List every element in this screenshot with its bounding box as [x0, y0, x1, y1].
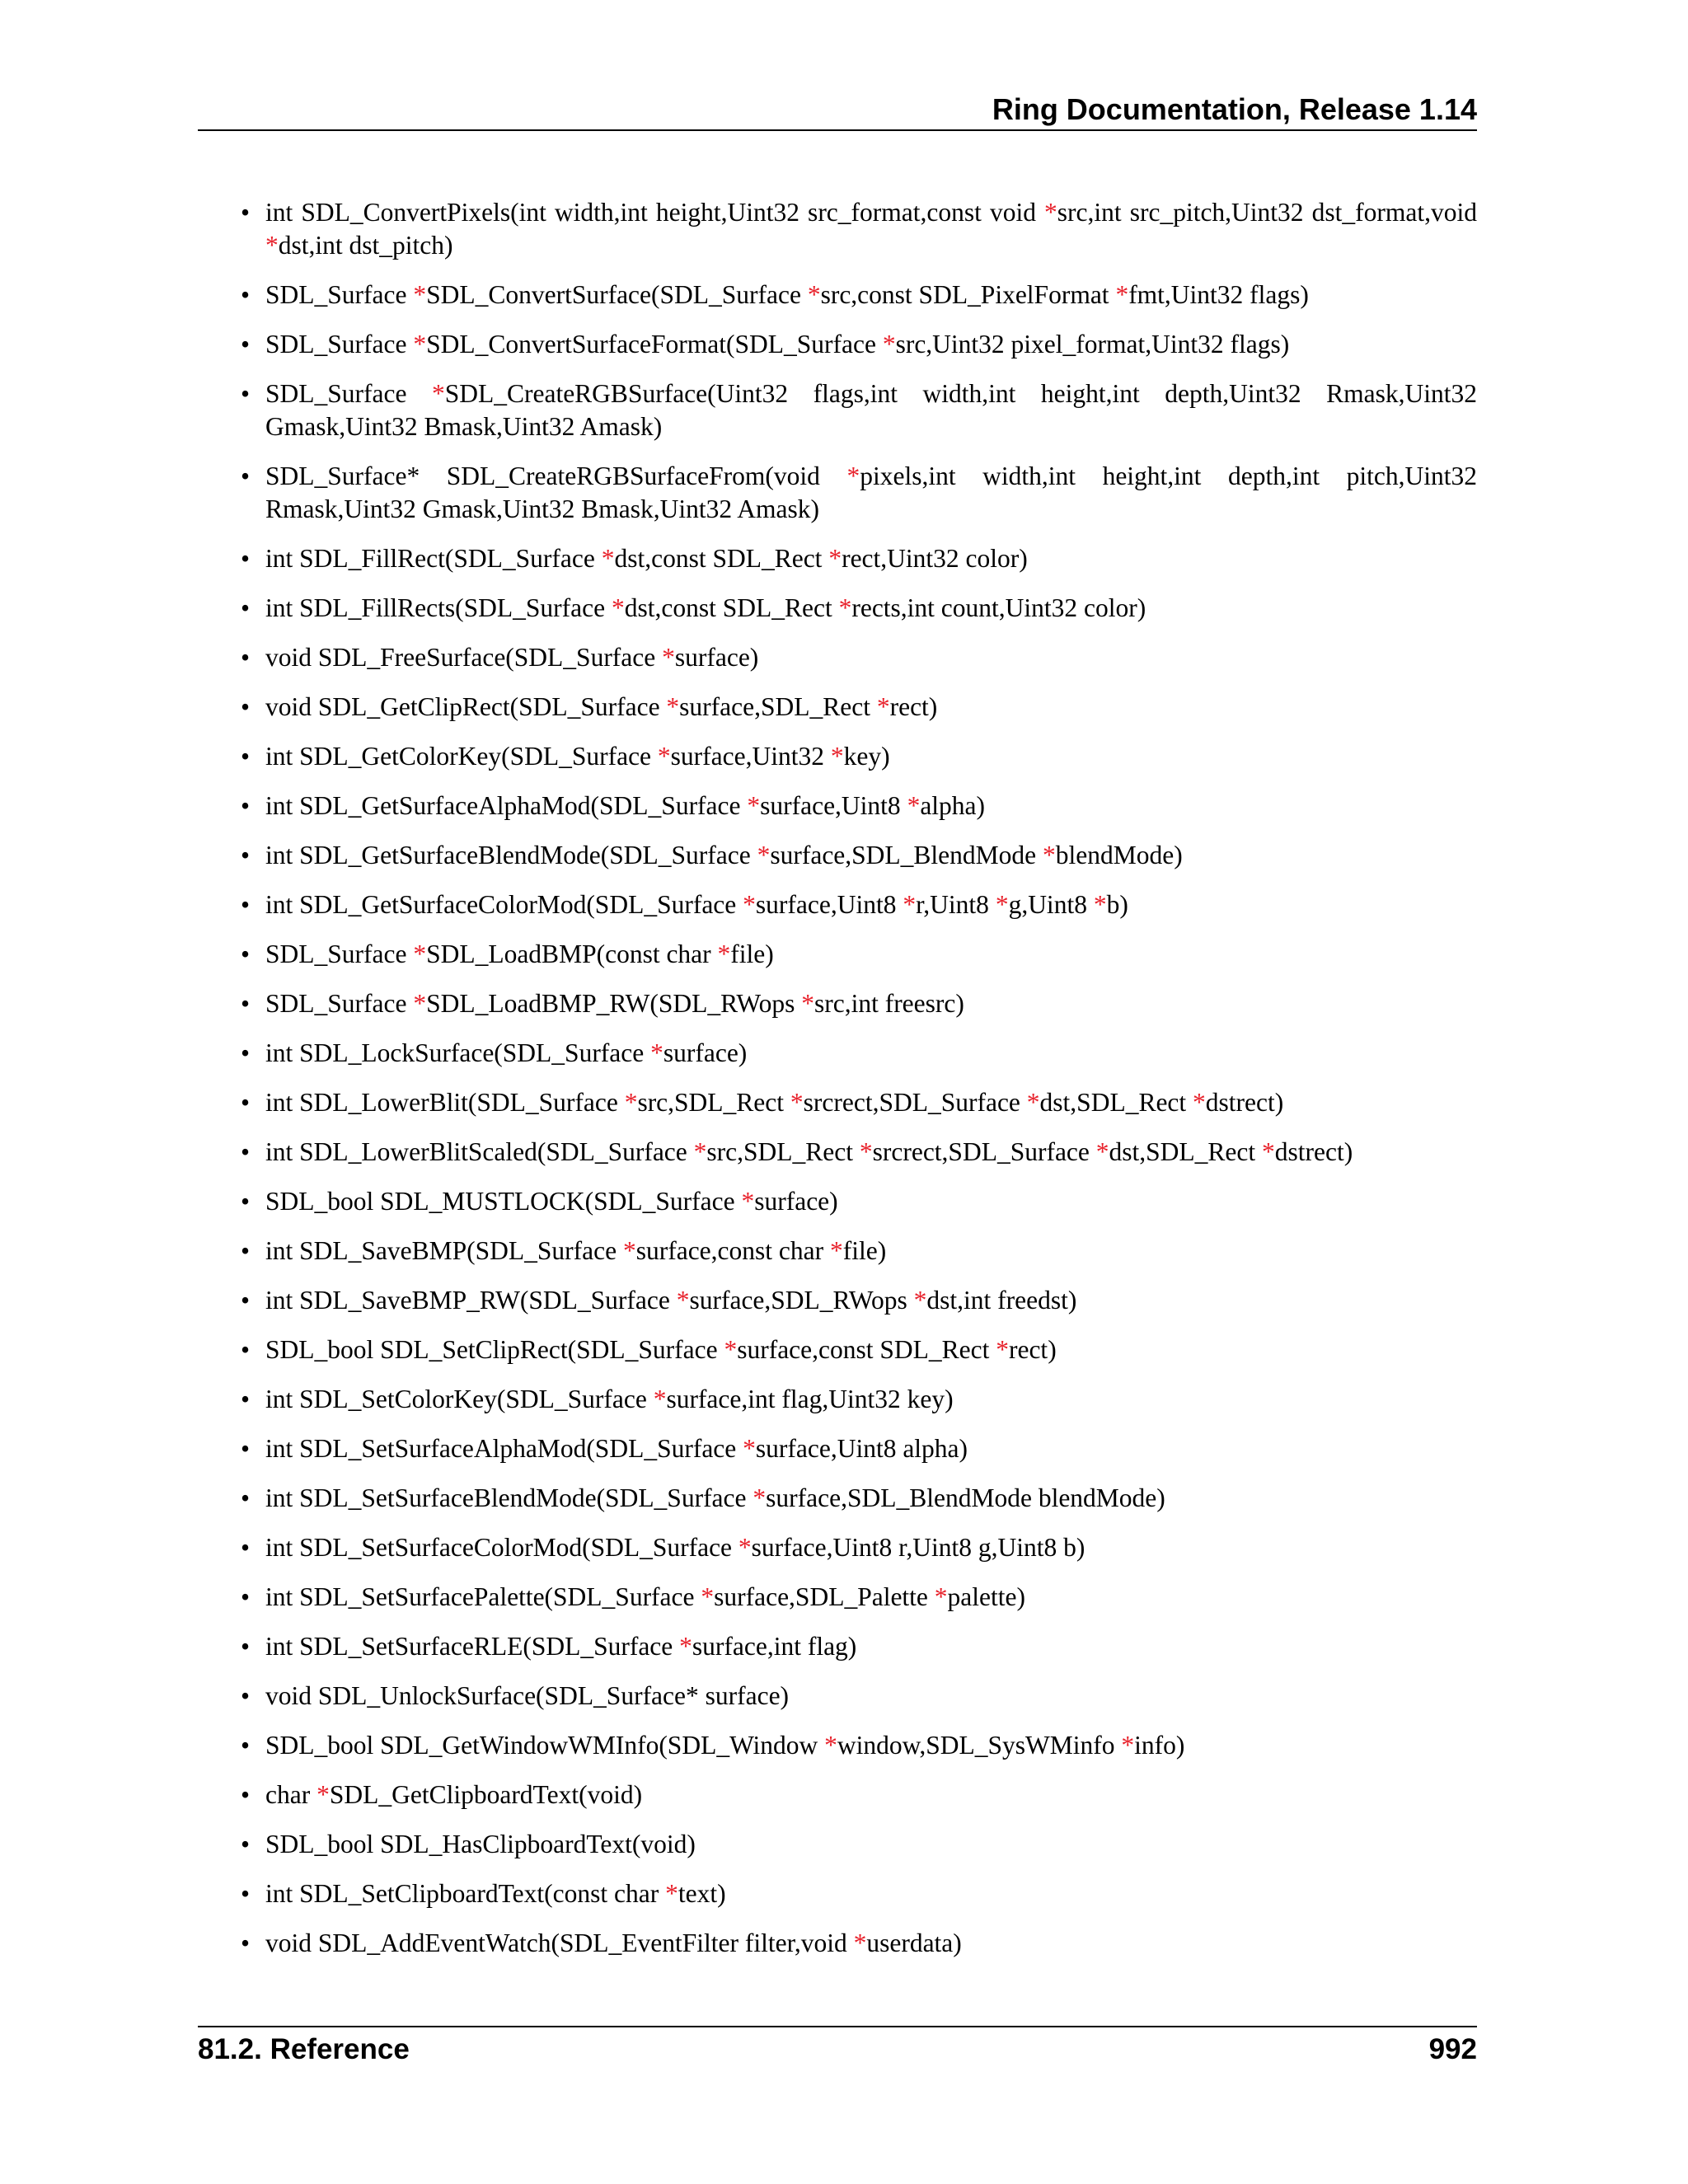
page-header-title: Ring Documentation, Release 1.14 — [992, 92, 1477, 126]
function-signature-item — [241, 888, 1477, 921]
signature-text: SDL_LoadBMP_RW(SDL_RWops — [426, 989, 802, 1018]
signature-text: src,Uint32 pixel_format,Uint32 flags) — [895, 330, 1290, 359]
signature-text: SDL_bool SDL_HasClipboardText(void) — [265, 1830, 696, 1858]
signature-text: dst,const SDL_Rect — [614, 544, 829, 573]
pointer-star: * — [790, 1088, 804, 1117]
function-signature-item — [241, 1531, 1477, 1564]
signature-text: SDL_bool SDL_GetWindowWMInfo(SDL_Window — [265, 1731, 825, 1760]
pointer-star: * — [413, 330, 427, 359]
bullet-icon: • — [241, 1879, 251, 1908]
signature-text: int SDL_GetSurfaceBlendMode(SDL_Surface — [265, 841, 757, 869]
footer-rule — [198, 2026, 1477, 2027]
signature-text: void SDL_AddEventWatch(SDL_EventFilter filter,void — [265, 1929, 854, 1957]
signature-text: key) — [843, 742, 890, 771]
bullet-icon: • — [241, 1632, 251, 1661]
signature-text: SDL_ConvertSurfaceFormat(SDL_Surface — [426, 330, 883, 359]
function-signature-item — [241, 460, 1477, 526]
signature-text: dst,SDL_Rect — [1109, 1137, 1263, 1166]
signature-text: userdata) — [866, 1929, 962, 1957]
function-signature-item — [241, 1680, 1477, 1713]
function-signature-item — [241, 1037, 1477, 1070]
signature-text: info) — [1134, 1731, 1185, 1760]
signature-text: surface,SDL_BlendMode — [770, 841, 1043, 869]
function-signature-item — [241, 740, 1477, 773]
signature-text: SDL_GetClipboardText(void) — [329, 1780, 643, 1809]
pointer-star: * — [653, 1385, 667, 1413]
signature-text: src,SDL_Rect — [637, 1088, 790, 1117]
signature-text: blendMode) — [1055, 841, 1183, 869]
pointer-star: * — [679, 1632, 692, 1661]
bullet-icon: • — [241, 462, 251, 490]
signature-text: surface,Uint8 alpha) — [755, 1434, 968, 1463]
signature-text: int SDL_SetSurfacePalette(SDL_Surface — [265, 1582, 701, 1611]
signature-text: src,const SDL_PixelFormat — [820, 280, 1116, 309]
pointer-star: * — [717, 940, 731, 968]
signature-text: SDL_Surface — [265, 940, 414, 968]
signature-text: void SDL_UnlockSurface(SDL_Surface* surface) — [265, 1681, 790, 1710]
pointer-star: * — [1262, 1137, 1275, 1166]
bullet-icon: • — [241, 1137, 251, 1166]
signature-text: dst,int dst_pitch) — [278, 231, 453, 260]
signature-text: dst,SDL_Rect — [1039, 1088, 1193, 1117]
signature-text: int SDL_FillRects(SDL_Surface — [265, 593, 612, 622]
signature-text: surface,int flag) — [692, 1632, 857, 1661]
signature-text: SDL_ConvertSurface(SDL_Surface — [426, 280, 808, 309]
signature-text: surface,SDL_Rect — [679, 692, 877, 721]
signature-text: srcrect,SDL_Surface — [803, 1088, 1027, 1117]
signature-text: pixels,int width,int height,int depth,int pitch,Uint32 Rmask,Uint32 Gmask,Uint32 Bmask,Uint32 Amask) — [265, 462, 1477, 523]
signature-text: srcrect,SDL_Surface — [872, 1137, 1096, 1166]
signature-text: palette) — [947, 1582, 1025, 1611]
signature-text: rect) — [889, 692, 938, 721]
bullet-icon: • — [241, 742, 251, 771]
pointer-star: * — [665, 1879, 678, 1908]
signature-text: surface,Uint8 r,Uint8 g,Uint8 b) — [751, 1533, 1085, 1562]
signature-text: int SDL_LowerBlit(SDL_Surface — [265, 1088, 625, 1117]
bullet-icon: • — [241, 989, 251, 1018]
bullet-icon: • — [241, 1187, 251, 1216]
pointer-star: * — [830, 742, 844, 771]
signature-text: g,Uint8 — [1008, 890, 1094, 919]
signature-text: r,Uint8 — [916, 890, 996, 919]
function-signature-item — [241, 377, 1477, 443]
bullet-icon: • — [241, 1533, 251, 1562]
signature-text: src,int freesrc) — [814, 989, 964, 1018]
signature-text: int SDL_LowerBlitScaled(SDL_Surface — [265, 1137, 694, 1166]
bullet-icon: • — [241, 692, 251, 721]
signature-text: SDL_LoadBMP(const char — [426, 940, 718, 968]
function-signature-item — [241, 938, 1477, 971]
pointer-star: * — [838, 593, 852, 622]
signature-text: surface,const char — [635, 1236, 830, 1265]
bullet-icon: • — [241, 841, 251, 869]
bullet-icon: • — [241, 544, 251, 573]
signature-text: SDL_Surface — [265, 379, 432, 408]
bullet-icon: • — [241, 1780, 251, 1809]
function-signature-item — [241, 1927, 1477, 1960]
signature-text: SDL_Surface — [265, 989, 414, 1018]
pointer-star: * — [650, 1038, 663, 1067]
signature-text: file) — [842, 1236, 887, 1265]
signature-text: int SDL_SetClipboardText(const char — [265, 1879, 666, 1908]
signature-text: int SDL_GetColorKey(SDL_Surface — [265, 742, 658, 771]
function-signature-list — [241, 196, 1477, 1976]
pointer-star: * — [907, 791, 921, 820]
function-signature-item — [241, 1877, 1477, 1910]
signature-text: surface,SDL_RWops — [689, 1286, 914, 1315]
signature-text: src,SDL_Rect — [706, 1137, 860, 1166]
function-signature-item — [241, 987, 1477, 1020]
pointer-star: * — [724, 1335, 738, 1364]
pointer-star: * — [807, 280, 821, 309]
pointer-star: * — [743, 1434, 756, 1463]
signature-text: text) — [678, 1879, 726, 1908]
function-signature-item — [241, 1779, 1477, 1811]
signature-text: int SDL_GetSurfaceAlphaMod(SDL_Surface — [265, 791, 748, 820]
pointer-star: * — [601, 544, 615, 573]
signature-text: char — [265, 1780, 317, 1809]
signature-text: int SDL_SetSurfaceAlphaMod(SDL_Surface — [265, 1434, 743, 1463]
pointer-star: * — [801, 989, 814, 1018]
pointer-star: * — [1026, 1088, 1040, 1117]
pointer-star: * — [859, 1137, 873, 1166]
pointer-star: * — [662, 643, 675, 672]
bullet-icon: • — [241, 1483, 251, 1512]
signature-text: int SDL_GetSurfaceColorMod(SDL_Surface — [265, 890, 743, 919]
signature-text: int SDL_SaveBMP_RW(SDL_Surface — [265, 1286, 677, 1315]
signature-text: dst,int freedst) — [926, 1286, 1077, 1315]
function-signature-item — [241, 839, 1477, 872]
pointer-star: * — [666, 692, 680, 721]
signature-text: rect,Uint32 color) — [842, 544, 1028, 573]
bullet-icon: • — [241, 280, 251, 309]
function-signature-item — [241, 328, 1477, 361]
pointer-star: * — [431, 379, 445, 408]
signature-text: int SDL_SaveBMP(SDL_Surface — [265, 1236, 623, 1265]
bullet-icon: • — [241, 1038, 251, 1067]
pointer-star: * — [657, 742, 671, 771]
pointer-star: * — [1121, 1731, 1135, 1760]
bullet-icon: • — [241, 1088, 251, 1117]
pointer-star: * — [743, 890, 756, 919]
pointer-star: * — [624, 1088, 638, 1117]
bullet-icon: • — [241, 1236, 251, 1265]
bullet-icon: • — [241, 198, 251, 227]
signature-text: surface,SDL_Palette — [714, 1582, 935, 1611]
signature-text: int SDL_SetSurfaceRLE(SDL_Surface — [265, 1632, 680, 1661]
bullet-icon: • — [241, 643, 251, 672]
signature-text: int SDL_SetColorKey(SDL_Surface — [265, 1385, 654, 1413]
bullet-icon: • — [241, 1830, 251, 1858]
bullet-icon: • — [241, 940, 251, 968]
function-signature-item — [241, 1136, 1477, 1169]
bullet-icon: • — [241, 1335, 251, 1364]
signature-text: dstrect) — [1274, 1137, 1353, 1166]
signature-text: surface,Uint32 — [670, 742, 831, 771]
pointer-star: * — [747, 791, 761, 820]
pointer-star: * — [903, 890, 917, 919]
bullet-icon: • — [241, 593, 251, 622]
function-signature-item — [241, 1828, 1477, 1861]
signature-text: dstrect) — [1205, 1088, 1284, 1117]
pointer-star: * — [913, 1286, 927, 1315]
header-rule — [198, 129, 1477, 131]
pointer-star: * — [1193, 1088, 1206, 1117]
pointer-star: * — [882, 330, 896, 359]
signature-text: surface,const SDL_Rect — [737, 1335, 996, 1364]
function-signature-item — [241, 1482, 1477, 1515]
function-signature-item — [241, 592, 1477, 625]
bullet-icon: • — [241, 1582, 251, 1611]
signature-text: int SDL_LockSurface(SDL_Surface — [265, 1038, 651, 1067]
pointer-star: * — [1115, 280, 1129, 309]
pointer-star: * — [824, 1731, 837, 1760]
signature-text: surface) — [754, 1187, 838, 1216]
signature-text: int SDL_FillRect(SDL_Surface — [265, 544, 602, 573]
function-signature-item — [241, 542, 1477, 575]
bullet-icon: • — [241, 1286, 251, 1315]
signature-text: SDL_Surface — [265, 280, 414, 309]
pointer-star: * — [876, 692, 890, 721]
pointer-star: * — [1043, 841, 1056, 869]
signature-text: rect) — [1008, 1335, 1057, 1364]
pointer-star: * — [622, 1236, 636, 1265]
function-signature-item — [241, 1383, 1477, 1416]
signature-text: surface,SDL_BlendMode blendMode) — [766, 1483, 1165, 1512]
function-signature-item — [241, 196, 1477, 262]
pointer-star: * — [611, 593, 625, 622]
signature-text: alpha) — [920, 791, 986, 820]
pointer-star: * — [265, 231, 279, 260]
function-signature-item — [241, 1235, 1477, 1268]
signature-text: void SDL_GetClipRect(SDL_Surface — [265, 692, 667, 721]
signature-text: int SDL_SetSurfaceBlendMode(SDL_Surface — [265, 1483, 753, 1512]
pointer-star: * — [830, 1236, 843, 1265]
signature-text: surface,int flag,Uint32 key) — [666, 1385, 954, 1413]
signature-text: int SDL_ConvertPixels(int width,int height,Uint32 src_format,const void — [265, 198, 1045, 227]
pointer-star: * — [828, 544, 842, 573]
pointer-star: * — [934, 1582, 948, 1611]
pointer-star: * — [846, 462, 860, 490]
function-signature-item — [241, 1729, 1477, 1762]
signature-text: src,int src_pitch,Uint32 dst_format,void — [1057, 198, 1477, 227]
pointer-star: * — [1093, 890, 1107, 919]
pointer-star: * — [1044, 198, 1057, 227]
function-signature-item — [241, 279, 1477, 312]
pointer-star: * — [741, 1187, 755, 1216]
signature-text: window,SDL_SysWMinfo — [837, 1731, 1122, 1760]
pointer-star: * — [853, 1929, 867, 1957]
pointer-star: * — [413, 940, 427, 968]
function-signature-item — [241, 1284, 1477, 1317]
footer-section-title: 81.2. Reference — [198, 2033, 410, 2065]
pointer-star: * — [693, 1137, 707, 1166]
signature-text: surface,Uint8 — [760, 791, 907, 820]
signature-text: SDL_Surface — [265, 330, 414, 359]
function-signature-item — [241, 1185, 1477, 1218]
signature-text: int SDL_SetSurfaceColorMod(SDL_Surface — [265, 1533, 738, 1562]
signature-text: void SDL_FreeSurface(SDL_Surface — [265, 643, 663, 672]
signature-text: SDL_CreateRGBSurface(Uint32 flags,int width,int height,int depth,Uint32 Rmask,Uint32 Gmask,Uint32 Bmask,Uint32 Amask) — [265, 379, 1478, 441]
function-signature-item — [241, 1630, 1477, 1663]
signature-text: SDL_bool SDL_SetClipRect(SDL_Surface — [265, 1335, 724, 1364]
bullet-icon: • — [241, 330, 251, 359]
footer-page-number: 992 — [1428, 2033, 1477, 2065]
pointer-star: * — [753, 1483, 767, 1512]
function-signature-item — [241, 1432, 1477, 1465]
bullet-icon: • — [241, 379, 251, 408]
function-signature-item — [241, 1581, 1477, 1614]
signature-text: SDL_Surface* SDL_CreateRGBSurfaceFrom(void — [265, 462, 847, 490]
pointer-star: * — [413, 989, 427, 1018]
pointer-star: * — [738, 1533, 752, 1562]
bullet-icon: • — [241, 890, 251, 919]
pointer-star: * — [316, 1780, 330, 1809]
function-signature-item — [241, 641, 1477, 674]
function-signature-item — [241, 1086, 1477, 1119]
pointer-star: * — [996, 1335, 1009, 1364]
signature-text: file) — [730, 940, 774, 968]
pointer-star: * — [757, 841, 771, 869]
bullet-icon: • — [241, 1434, 251, 1463]
bullet-icon: • — [241, 1385, 251, 1413]
function-signature-item — [241, 691, 1477, 724]
signature-text: rects,int count,Uint32 color) — [851, 593, 1146, 622]
pointer-star: * — [995, 890, 1009, 919]
pointer-star: * — [701, 1582, 715, 1611]
signature-text: fmt,Uint32 flags) — [1128, 280, 1309, 309]
function-signature-item — [241, 1333, 1477, 1366]
bullet-icon: • — [241, 1681, 251, 1710]
signature-text: SDL_bool SDL_MUSTLOCK(SDL_Surface — [265, 1187, 742, 1216]
function-signature-item — [241, 790, 1477, 823]
signature-text: surface) — [674, 643, 759, 672]
pointer-star: * — [1095, 1137, 1109, 1166]
pointer-star: * — [413, 280, 427, 309]
signature-text: dst,const SDL_Rect — [624, 593, 839, 622]
signature-text: surface,Uint8 — [755, 890, 903, 919]
signature-text: surface) — [663, 1038, 748, 1067]
bullet-icon: • — [241, 1929, 251, 1957]
signature-text: b) — [1106, 890, 1128, 919]
pointer-star: * — [676, 1286, 690, 1315]
bullet-icon: • — [241, 1731, 251, 1760]
bullet-icon: • — [241, 791, 251, 820]
